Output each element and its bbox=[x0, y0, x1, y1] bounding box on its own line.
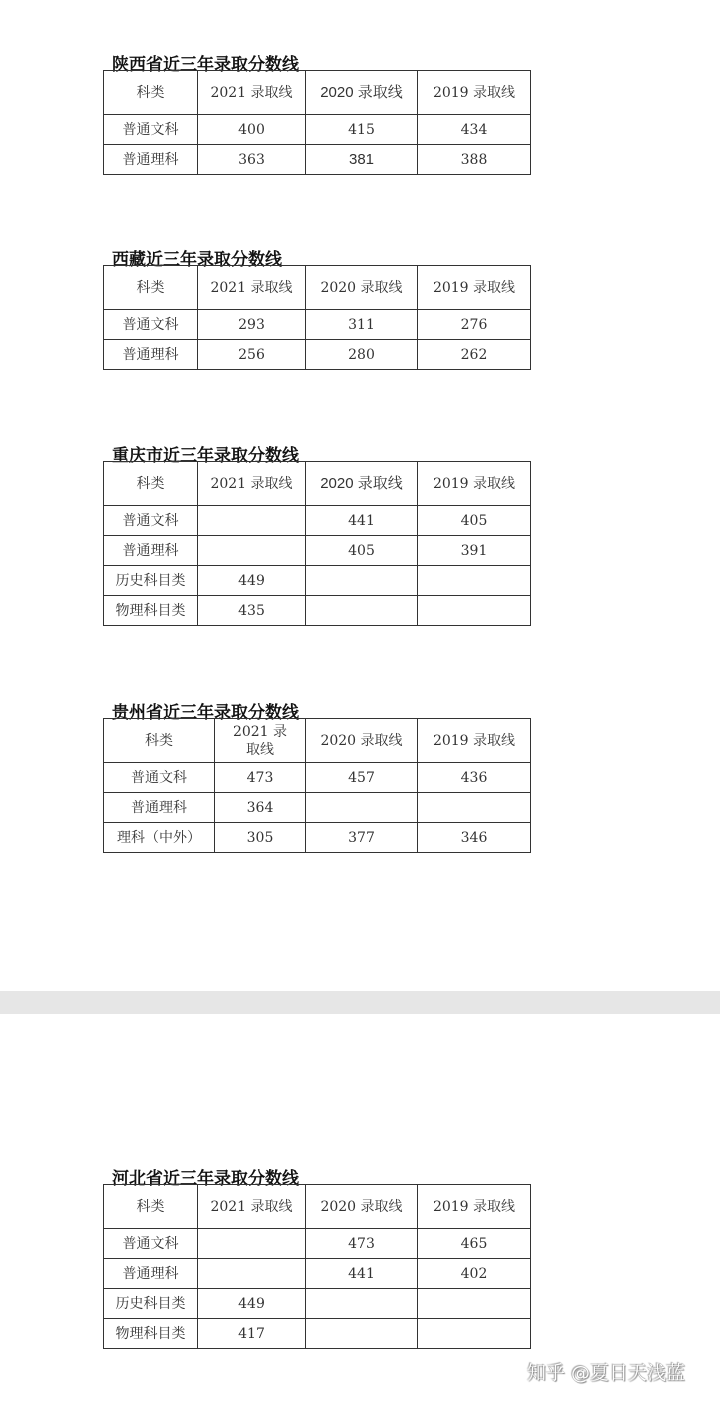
score-cell bbox=[418, 1319, 531, 1349]
header-cell: 2021 录取线 bbox=[198, 71, 306, 115]
category-cell: 理科（中外） bbox=[104, 823, 215, 853]
table-row bbox=[104, 506, 531, 536]
score-cell bbox=[418, 1289, 531, 1319]
header-cell: 2019 录取线 bbox=[418, 266, 531, 310]
table-row bbox=[104, 566, 531, 596]
score-cell: 256 bbox=[198, 340, 306, 370]
header-cell: 2020 录取线 bbox=[306, 1185, 418, 1229]
watermark: 知乎 @夏日天浅蓝 bbox=[527, 1362, 686, 1384]
header-cell: 2021 录取线 bbox=[215, 719, 306, 763]
table-header-row bbox=[104, 1185, 531, 1229]
header-cell: 2020 录取线 bbox=[306, 71, 418, 115]
table-header-row bbox=[104, 71, 531, 115]
table-row bbox=[104, 310, 531, 340]
score-cell: 400 bbox=[198, 115, 306, 145]
category-cell: 普通文科 bbox=[104, 310, 198, 340]
score-cell: 465 bbox=[418, 1229, 531, 1259]
header-cell: 科类 bbox=[104, 719, 215, 763]
page-divider bbox=[0, 991, 720, 1014]
score-cell: 435 bbox=[198, 596, 306, 626]
score-table bbox=[103, 70, 531, 175]
score-cell bbox=[306, 566, 418, 596]
score-cell bbox=[198, 1229, 306, 1259]
score-cell: 391 bbox=[418, 536, 531, 566]
score-cell: 405 bbox=[306, 536, 418, 566]
table-row bbox=[104, 536, 531, 566]
header-cell: 2019 录取线 bbox=[418, 719, 531, 763]
table-row bbox=[104, 145, 531, 175]
section-title: 西藏近三年录取分数线 bbox=[112, 250, 282, 270]
table-row bbox=[104, 340, 531, 370]
table-header-row bbox=[104, 462, 531, 506]
header-cell: 科类 bbox=[104, 462, 198, 506]
table-row bbox=[104, 823, 531, 853]
score-cell: 405 bbox=[418, 506, 531, 536]
score-cell bbox=[198, 536, 306, 566]
score-cell bbox=[198, 506, 306, 536]
score-cell: 311 bbox=[306, 310, 418, 340]
score-cell bbox=[418, 596, 531, 626]
score-cell: 473 bbox=[215, 763, 306, 793]
header-cell: 2019 录取线 bbox=[418, 71, 531, 115]
score-cell bbox=[306, 1289, 418, 1319]
table-row bbox=[104, 763, 531, 793]
score-cell: 434 bbox=[418, 115, 531, 145]
score-cell: 388 bbox=[418, 145, 531, 175]
score-cell: 381 bbox=[306, 145, 418, 175]
table-row bbox=[104, 1289, 531, 1319]
score-cell bbox=[418, 566, 531, 596]
score-cell bbox=[306, 1319, 418, 1349]
section-title: 重庆市近三年录取分数线 bbox=[112, 446, 299, 466]
score-cell: 457 bbox=[306, 763, 418, 793]
header-cell: 2020 录取线 bbox=[306, 719, 418, 763]
header-cell: 科类 bbox=[104, 266, 198, 310]
section-title: 河北省近三年录取分数线 bbox=[112, 1169, 299, 1189]
score-cell bbox=[418, 793, 531, 823]
table-row bbox=[104, 793, 531, 823]
header-cell: 2019 录取线 bbox=[418, 462, 531, 506]
score-cell bbox=[306, 596, 418, 626]
score-cell: 441 bbox=[306, 506, 418, 536]
category-cell: 历史科目类 bbox=[104, 566, 198, 596]
section-title: 陕西省近三年录取分数线 bbox=[112, 55, 299, 75]
score-cell: 364 bbox=[215, 793, 306, 823]
header-cell: 2021 录取线 bbox=[198, 1185, 306, 1229]
category-cell: 普通文科 bbox=[104, 763, 215, 793]
table-row bbox=[104, 1229, 531, 1259]
header-cell: 2021 录取线 bbox=[198, 462, 306, 506]
table-row bbox=[104, 1319, 531, 1349]
score-table bbox=[103, 1184, 531, 1349]
category-cell: 物理科目类 bbox=[104, 1319, 198, 1349]
header-cell: 2019 录取线 bbox=[418, 1185, 531, 1229]
score-cell: 363 bbox=[198, 145, 306, 175]
table-row bbox=[104, 115, 531, 145]
category-cell: 普通理科 bbox=[104, 536, 198, 566]
score-cell: 276 bbox=[418, 310, 531, 340]
score-cell: 441 bbox=[306, 1259, 418, 1289]
score-cell: 280 bbox=[306, 340, 418, 370]
score-cell: 417 bbox=[198, 1319, 306, 1349]
header-cell: 2020 录取线 bbox=[306, 462, 418, 506]
header-cell: 2020 录取线 bbox=[306, 266, 418, 310]
score-table bbox=[103, 265, 531, 370]
score-cell bbox=[198, 1259, 306, 1289]
category-cell: 历史科目类 bbox=[104, 1289, 198, 1319]
score-cell: 449 bbox=[198, 1289, 306, 1319]
header-cell: 科类 bbox=[104, 71, 198, 115]
table-row bbox=[104, 1259, 531, 1289]
score-cell: 293 bbox=[198, 310, 306, 340]
table-header-row bbox=[104, 719, 531, 763]
category-cell: 普通文科 bbox=[104, 115, 198, 145]
category-cell: 普通文科 bbox=[104, 506, 198, 536]
section-title: 贵州省近三年录取分数线 bbox=[112, 703, 299, 723]
category-cell: 普通理科 bbox=[104, 340, 198, 370]
score-cell: 449 bbox=[198, 566, 306, 596]
score-table bbox=[103, 461, 531, 626]
score-cell: 415 bbox=[306, 115, 418, 145]
header-cell: 2021 录取线 bbox=[198, 266, 306, 310]
category-cell: 普通理科 bbox=[104, 1259, 198, 1289]
score-cell: 402 bbox=[418, 1259, 531, 1289]
score-cell: 346 bbox=[418, 823, 531, 853]
score-cell: 473 bbox=[306, 1229, 418, 1259]
score-cell: 305 bbox=[215, 823, 306, 853]
category-cell: 普通理科 bbox=[104, 145, 198, 175]
table-header-row bbox=[104, 266, 531, 310]
score-cell: 377 bbox=[306, 823, 418, 853]
score-cell: 262 bbox=[418, 340, 531, 370]
category-cell: 普通理科 bbox=[104, 793, 215, 823]
category-cell: 物理科目类 bbox=[104, 596, 198, 626]
category-cell: 普通文科 bbox=[104, 1229, 198, 1259]
score-cell bbox=[306, 793, 418, 823]
score-table bbox=[103, 718, 531, 853]
table-row bbox=[104, 596, 531, 626]
score-cell: 436 bbox=[418, 763, 531, 793]
header-cell: 科类 bbox=[104, 1185, 198, 1229]
